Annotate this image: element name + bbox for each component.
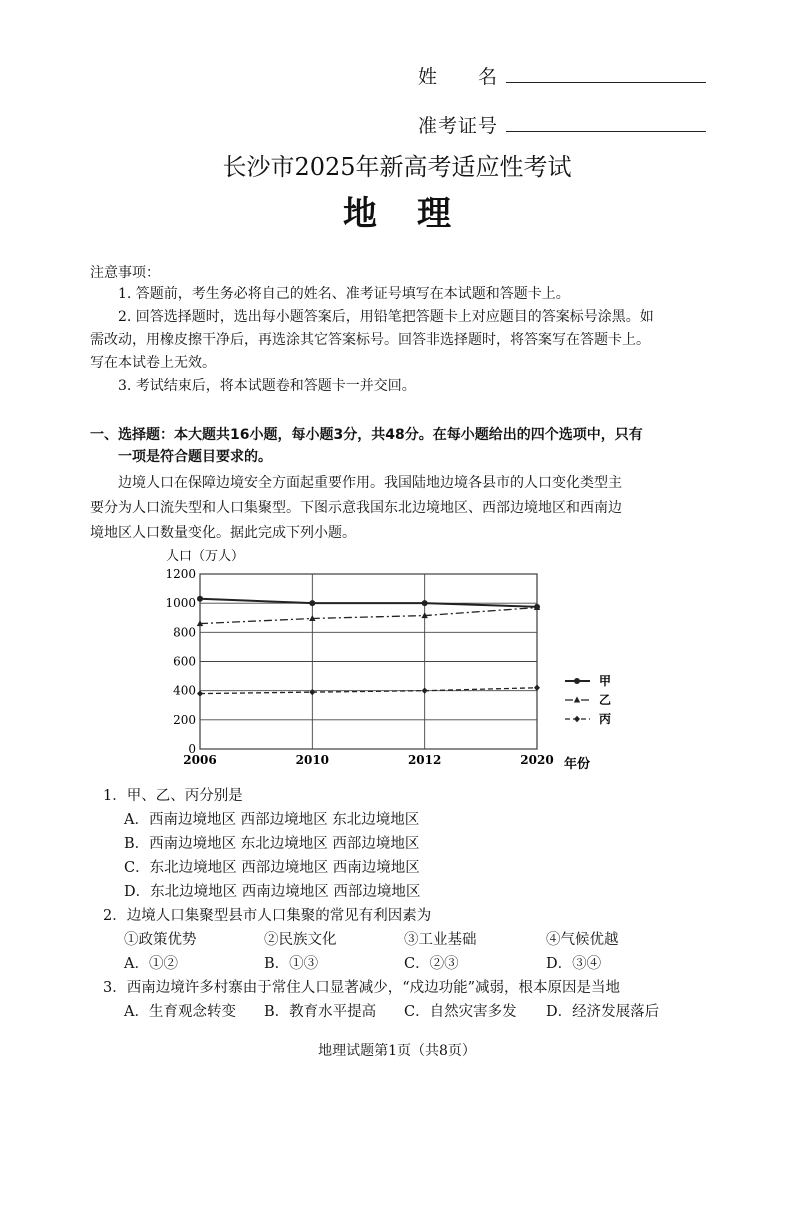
legend-label: 甲 bbox=[599, 674, 612, 688]
exam-id-field[interactable] bbox=[506, 131, 706, 132]
page-footer: 地理试题第1页（共8页） bbox=[318, 1043, 476, 1059]
x-tick-label: 2020 bbox=[520, 753, 554, 767]
series-line bbox=[200, 608, 537, 624]
intro-line: 境地区人口数量变化。据此完成下列小题。 bbox=[90, 525, 356, 541]
question-2-item-3: ③工业基础 bbox=[404, 932, 477, 948]
question-3-option-c: C．自然灾害多发 bbox=[404, 1004, 517, 1020]
data-point bbox=[197, 690, 203, 696]
data-point bbox=[534, 685, 540, 691]
legend-marker bbox=[574, 716, 580, 722]
y-tick-label: 600 bbox=[173, 654, 196, 669]
question-1-option-d: D．东北边境地区 西南边境地区 西部边境地区 bbox=[124, 884, 421, 900]
exam-id-label: 准考证号 bbox=[418, 115, 499, 137]
data-point bbox=[197, 596, 203, 602]
notes-heading: 注意事项： bbox=[90, 265, 160, 281]
question-2-item-4: ④气候优越 bbox=[546, 932, 619, 948]
data-point bbox=[309, 600, 315, 606]
question-1-stem: 1．甲、乙、丙分别是 bbox=[103, 788, 243, 804]
y-tick-label: 800 bbox=[173, 625, 196, 640]
note-line: 写在本试卷上无效。 bbox=[90, 355, 216, 371]
question-3-option-a: A．生育观念转变 bbox=[124, 1004, 236, 1020]
question-3-option-d: D．经济发展落后 bbox=[546, 1004, 660, 1020]
question-2-option-b: B．①③ bbox=[264, 956, 319, 972]
question-3-option-b: B．教育水平提高 bbox=[264, 1004, 377, 1020]
question-1-option-a: A．西南边境地区 西部边境地区 东北边境地区 bbox=[124, 812, 420, 828]
population-chart bbox=[150, 543, 630, 775]
subject-title: 地理 bbox=[343, 194, 491, 234]
intro-line: 要分为人口流失型和人口集聚型。下图示意我国东北边境地区、西部边境地区和西南边 bbox=[90, 500, 622, 516]
note-line: 1. 答题前，考生务必将自己的姓名、准考证号填写在本试题和答题卡上。 bbox=[118, 286, 570, 302]
legend-label: 丙 bbox=[599, 712, 612, 726]
intro-line: 边境人口在保障边境安全方面起重要作用。我国陆地边境各县市的人口变化类型主 bbox=[118, 475, 622, 491]
y-tick-label: 0 bbox=[188, 742, 196, 756]
data-point bbox=[309, 689, 315, 695]
y-tick-label: 400 bbox=[173, 683, 196, 698]
question-2-option-a: A．①② bbox=[124, 956, 178, 972]
section-heading: 一、选择题：本大题共16小题，每小题3分，共48分。在每小题给出的四个选项中，只有 bbox=[90, 427, 643, 443]
x-tick-label: 2012 bbox=[407, 753, 442, 767]
note-line: 3. 考试结束后，将本试题卷和答题卡一并交回。 bbox=[118, 378, 416, 394]
exam-title: 长沙市2025年新高考适应性考试 bbox=[222, 153, 572, 181]
question-1-option-b: B．西南边境地区 东北边境地区 西部边境地区 bbox=[124, 836, 420, 852]
note-line: 需改动，用橡皮擦干净后，再选涂其它答案标号。回答非选择题时，将答案写在答题卡上。 bbox=[90, 332, 650, 348]
legend-marker bbox=[574, 697, 580, 703]
legend-marker bbox=[574, 678, 580, 684]
name-field[interactable] bbox=[506, 82, 706, 83]
y-tick-label: 1000 bbox=[165, 596, 196, 611]
x-tick-label: 2010 bbox=[295, 753, 330, 767]
data-point bbox=[422, 600, 428, 606]
x-axis-label: 年份 bbox=[564, 757, 591, 772]
y-axis-label: 人口（万人） bbox=[166, 549, 245, 564]
y-tick-label: 200 bbox=[173, 712, 196, 727]
question-2-option-c: C．②③ bbox=[404, 956, 459, 972]
question-1-option-c: C．东北边境地区 西部边境地区 西南边境地区 bbox=[124, 860, 420, 876]
legend-label: 乙 bbox=[599, 693, 612, 707]
question-2-item-1: ①政策优势 bbox=[124, 932, 197, 948]
name-label: 姓 名 bbox=[418, 66, 499, 88]
question-2-stem: 2．边境人口集聚型县市人口集聚的常见有利因素为 bbox=[103, 908, 432, 924]
note-line: 2. 回答选择题时，选出每小题答案后，用铅笔把答题卡上对应题目的答案标号涂黑。如 bbox=[118, 309, 654, 325]
question-3-stem: 3．西南边境许多村寨由于常住人口显著减少，“戍边功能”减弱，根本原因是当地 bbox=[103, 980, 621, 996]
question-2-option-d: D．③④ bbox=[546, 956, 602, 972]
section-heading-cont: 一项是符合题目要求的。 bbox=[118, 449, 272, 465]
x-tick-label: 2006 bbox=[183, 753, 217, 767]
question-2-item-2: ②民族文化 bbox=[264, 932, 337, 948]
data-point bbox=[422, 687, 428, 693]
y-tick-label: 1200 bbox=[165, 567, 196, 581]
